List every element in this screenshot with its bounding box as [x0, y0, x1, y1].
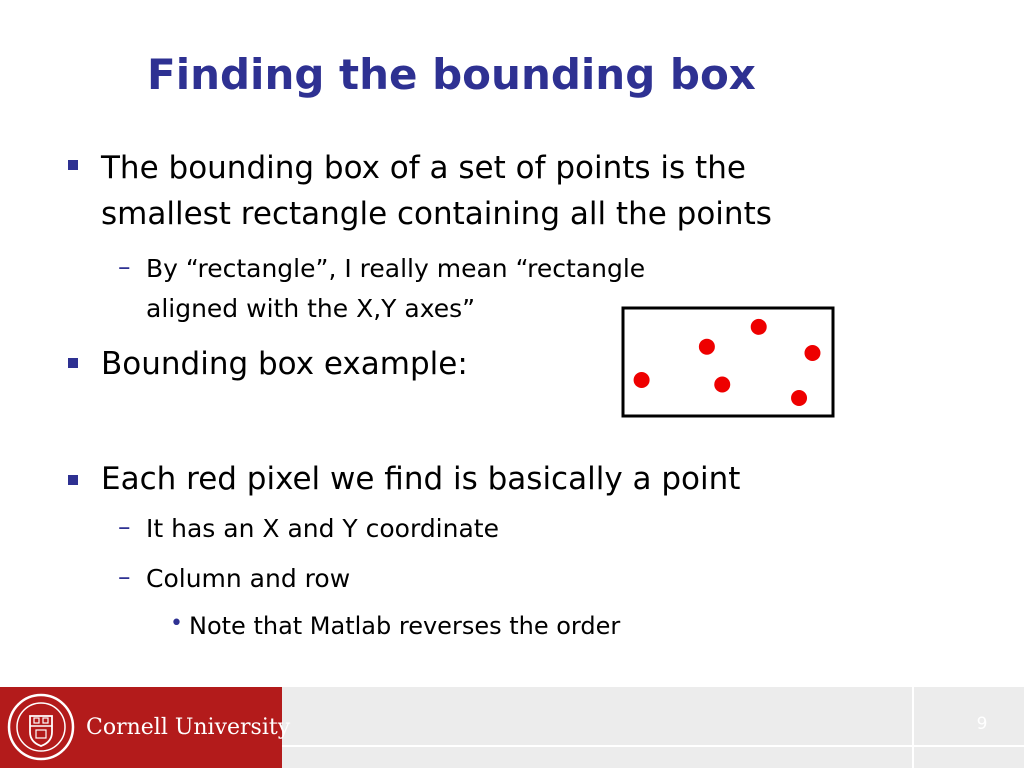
red-point-4 — [751, 319, 767, 335]
dash-bullet-icon: – — [118, 562, 131, 591]
dash-bullet-icon: – — [118, 252, 131, 281]
red-point-3 — [714, 377, 730, 393]
red-point-6 — [804, 345, 820, 361]
square-bullet-icon — [68, 358, 78, 368]
slide-title: Finding the bounding box — [147, 50, 756, 99]
sub-sub-bullet-3-2-1: Note that Matlab reverses the order — [189, 612, 621, 640]
bullet-1-line-2: smallest rectangle containing all the points — [101, 196, 772, 232]
bullet-3: Each red pixel we find is basically a point — [101, 461, 741, 497]
sub-bullet-3-1: It has an X and Y coordinate — [146, 514, 499, 543]
sub-bullet-3-2: Column and row — [146, 564, 351, 593]
bullet-2: Bounding box example: — [101, 346, 468, 382]
cornell-seal-logo — [6, 692, 76, 762]
red-point-2 — [699, 339, 715, 355]
dash-bullet-icon: – — [118, 512, 131, 541]
red-point-5 — [791, 390, 807, 406]
footer-divider-vertical — [912, 687, 914, 768]
sub-bullet-1-line-1: By “rectangle”, I really mean “rectangle — [146, 254, 646, 283]
dot-bullet-icon: • — [170, 611, 183, 636]
points-layer — [634, 319, 821, 406]
footer-brand-name: Cornell University — [86, 715, 291, 740]
sub-bullet-1-line-2: aligned with the X,Y axes” — [146, 294, 476, 323]
square-bullet-icon — [68, 475, 78, 485]
bullet-1-line-1: The bounding box of a set of points is the — [101, 150, 746, 186]
red-point-1 — [634, 372, 650, 388]
bounding-box-figure — [620, 305, 836, 419]
slide-page-number: 9 — [976, 714, 988, 734]
square-bullet-icon — [68, 160, 78, 170]
